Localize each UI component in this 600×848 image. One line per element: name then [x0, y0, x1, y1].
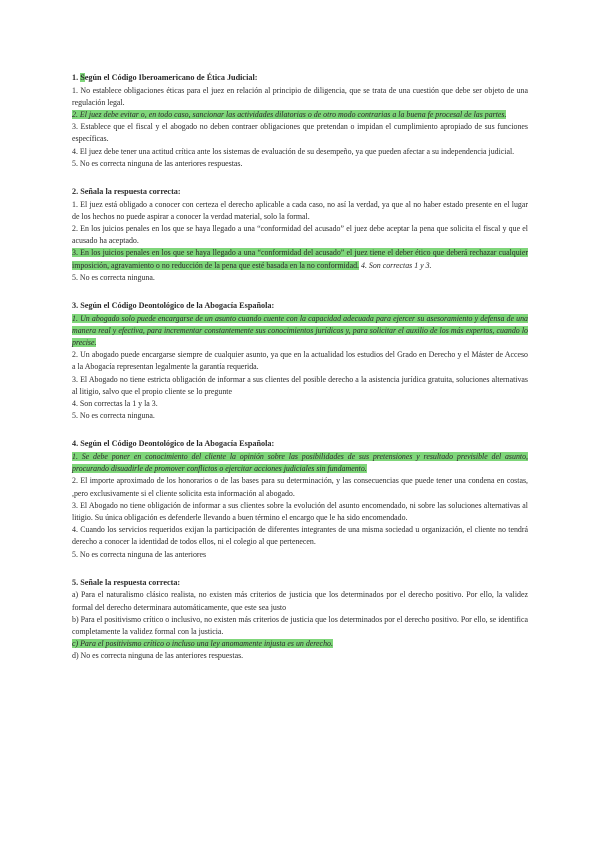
- option: 3. El Abogado no tiene estricta obligación de informar a sus clientes del posible derecho a la asistencia jurídica gratuita, soluciones alternativas al litigio, salvo que el propio cliente se lo pregunte: [72, 374, 528, 396]
- option: 1. El juez está obligado a conocer con certeza el derecho aplicable a cada caso, no así la verdad, ya que al no haber estado presente en el lugar de los hechos no puede aspirar a conocer la verdad material, solo la formal.: [72, 199, 528, 221]
- option: 5. No es correcta ninguna.: [72, 272, 155, 282]
- option: 2. Un abogado puede encargarse siempre de cualquier asunto, ya que en la actualidad los estudios del Grado en Derecho y el Máster de Acceso a la Abogacía representan legalmente la garantía requerida.: [72, 350, 528, 372]
- question-1: [72, 73, 528, 170]
- question-4: [72, 439, 528, 560]
- option: 5. No es correcta ninguna de las anteriores: [72, 549, 207, 559]
- question-title: 3. Según el Código Deontológico de la Abogacía Española:: [72, 301, 275, 311]
- option-correct: [72, 451, 528, 475]
- question-title: 4. Según el Código Deontológico de la Abogacía Española:: [72, 439, 275, 449]
- option: 3. Establece que el fiscal y el abogado no deben contraer obligaciones que pretendan o impidan el cumplimiento apropiado de sus funciones específicas.: [72, 122, 528, 144]
- option: 4. Cuando los servicios requeridos exijan la participación de diferentes integrantes de una misma sociedad u organización, el cliente no tendrá derecho a conocer la identidad de todos ellos, ni el colegio al que pertenecen.: [72, 525, 528, 547]
- highlighted-answer: 3. En los juicios penales en los que se haya llegado a una “conformidad del acusado” el juez tiene el deber ético que deberá rechazar cualquier imposición, agravamiento o no reducción de la pena que esté basada en la no conformidad.: [72, 248, 528, 270]
- highlighted-answer: c) Para el positivismo crítico o incluso una ley anomamente injusta es un derecho.: [72, 639, 333, 649]
- question-title: 2. Señala la respuesta correcta:: [72, 187, 181, 197]
- option: 5. No es correcta ninguna.: [72, 411, 155, 421]
- question-3: [72, 301, 528, 422]
- option: 4. El juez debe tener una actitud crítica ante los sistemas de evaluación de su desempeño, ya que pueden afectar a su independencia judicial.: [72, 146, 515, 156]
- option: 1. No establece obligaciones éticas para el juez en relación al principio de diligencia, que se trata de una cuestión que debe ser objeto de una regulación legal.: [72, 85, 528, 107]
- highlighted-answer: 1. Un abogado solo puede encargarse de un asunto cuando cuente con la capacidad adecuada para ejercer su asesoramiento y defensa de una manera real y efectiva, para incrementar constantemente sus conocimientos jurídicos y, para solicitar el auxilio de los más expertos, cuando lo precise.: [72, 313, 528, 348]
- title-rest: egún el Código Iberoamericano de Ética Judicial:: [84, 73, 258, 82]
- question-title: [72, 73, 528, 84]
- option-correct: [72, 313, 528, 350]
- question-2: [72, 187, 528, 284]
- title-prefix: 1.: [72, 73, 81, 82]
- option: 4. Son correctas la 1 y la 3.: [72, 399, 158, 409]
- option-correct: [72, 109, 528, 121]
- option: 3. El Abogado no tiene obligación de informar a sus clientes sobre la evolución del asunto encomendado, ni sobre las soluciones alternativas al litigio. Su única obligación es defenderle llevando a buen término el encargo que le ha sido encomendado.: [72, 500, 528, 523]
- option: a) Para el naturalismo clásico realista, no existen más criterios de justicia que los determinados por el derecho positivo. Por ello, la validez formal del derecho determinara automáticamente, que este sea justo: [72, 590, 528, 612]
- option: 2. El importe aproximado de los honorarios o de las bases para su determinación, y las consecuencias que puede tener una condena en costas, ,pero exclusivamente si el cliente solicita esta información al abogado.: [72, 476, 528, 498]
- option: 2. En los juicios penales en los que se haya llegado a una “conformidad del acusado” el juez debe aceptar la pena que solicita el fiscal y que el acusado ha aceptado.: [72, 224, 528, 246]
- option: d) No es correcta ninguna de las anteriores respuestas.: [72, 651, 244, 661]
- highlighted-answer: 2. El juez debe evitar o, en todo caso, sancionar las actividades dilatorias o de otro modo contrarias a la buena fe procesal de las partes.: [72, 110, 507, 119]
- highlight-mark: S: [80, 73, 85, 82]
- option-correct: [72, 638, 528, 650]
- question-title: 5. Señale la respuesta correcta:: [72, 577, 181, 587]
- question-5: [72, 578, 528, 663]
- option-correct: [72, 247, 528, 271]
- highlighted-answer: 1. Se debe poner en conocimiento del cliente la opinión sobre las posibilidades de sus pretensiones y resultado previsible del asunto, procurando disuadirle de promover conflictos o ejercitar acciones judiciales sin fundamento.: [72, 452, 528, 474]
- option: b) Para el positivismo crítico o inclusivo, no existen más criterios de justicia que los determinados por el derecho positivo. Por ello, se identifica completamente la validez formal con la justicia.: [72, 614, 528, 637]
- option-inline: 4. Son correctas 1 y 3.: [361, 260, 432, 270]
- option: 5. No es correcta ninguna de las anteriores respuestas.: [72, 158, 243, 168]
